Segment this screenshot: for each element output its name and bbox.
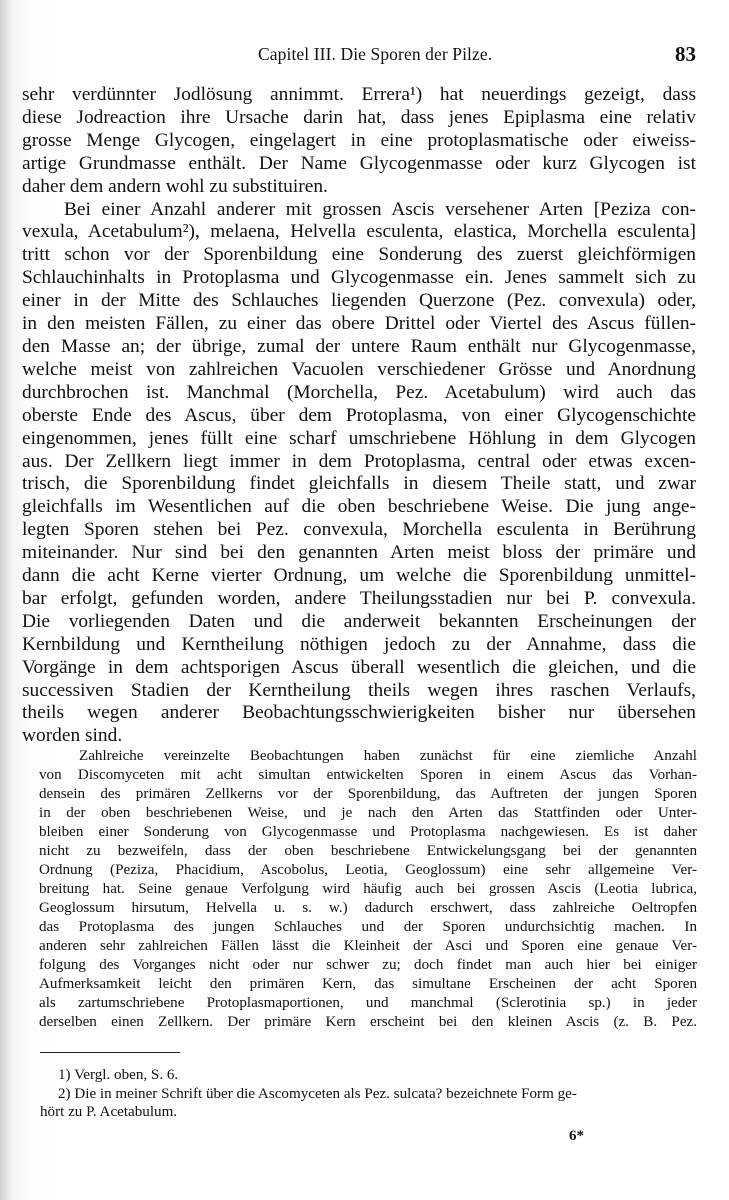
body-line: miteinander. Nur sind bei den genannten Arten meist bloss der primäre und (22, 542, 696, 564)
body-line: bar erfolgt, gefunden worden, andere Theilungsstadien nur bei P. convexula. (22, 587, 696, 609)
body-line: Bei einer Anzahl anderer mit grossen Ascis versehener Arten [Peziza con- (64, 198, 696, 220)
body-line: eingenommen, jenes füllt eine scharf umschriebene Höhlung in dem Glycogen (22, 427, 696, 449)
note-line: anderen sehr zahlreichen Fällen lässt die Kleinheit der Asci und Sporen eine genaue Ver- (39, 938, 697, 954)
body-line: diese Jodreaction ihre Ursache darin hat, dass jenes Epiplasma eine relativ (22, 106, 696, 128)
body-line: Vorgänge in dem achtsporigen Ascus überall wesentlich die gleichen, und die (22, 656, 696, 678)
main-body-text (22, 84, 696, 748)
page-number: 83 (675, 42, 696, 66)
note-line: als zartumschriebene Protoplasmaportionen, und manchmal (Sclerotinia sp.) in jeder (39, 995, 697, 1011)
note-line: Aufmerksamkeit leicht den primären Kern, das simultane Erscheinen der acht Sporen (39, 976, 697, 992)
body-line: tritt schon vor der Sporenbildung eine Sonderung des zuerst gleichförmigen (22, 244, 696, 266)
body-line: welche meist von zahlreichen Vacuolen verschiedener Grösse und Anordnung (22, 358, 696, 380)
note-line: breitung hat. Seine genaue Verfolgung wird häufig auch bei grossen Ascis (Leotia lubrica, (39, 881, 697, 897)
note-line: in der oben beschriebenen Weise, und je nach den Arten das Stattfinden oder Unter- (39, 805, 697, 821)
note-line: von Discomyceten mit acht simultan entwickelten Sporen in einem Ascus das Vorhan- (39, 767, 697, 783)
body-line: aus. Der Zellkern liegt immer in dem Protoplasma, central oder etwas excen- (22, 450, 696, 472)
footnotes (40, 1066, 696, 1122)
body-line: Die vorliegenden Daten und die anderweit bekannten Erscheinungen der (22, 610, 696, 632)
footnote-line: 2) Die in meiner Schrift über die Ascomyceten als Pez. sulcata? bezeichnete Form ge- (58, 1085, 577, 1102)
body-line: den Masse an; der übrige, zumal der untere Raum enthält nur Glycogenmasse, (22, 335, 696, 357)
footnote-line: 1) Vergl. oben, S. 6. (58, 1067, 179, 1083)
body-line: grosse Menge Glycogen, eingelagert in eine protoplasmatische oder eiweiss- (22, 129, 696, 151)
small-print-note (39, 747, 697, 1032)
body-line: Schlauchinhalts in Protoplasma und Glycogenmasse ein. Jenes sammelt sich zu (22, 267, 696, 289)
footnote-line: hört zu P. Acetabulum. (40, 1104, 178, 1120)
body-line: vexula, Acetabulum²), melaena, Helvella esculenta, elastica, Morchella esculenta] (22, 221, 696, 243)
body-line: gleichfalls im Wesentlichen auf die oben beschriebene Weise. Die jung ange- (22, 496, 696, 518)
footnote-divider (40, 1052, 180, 1053)
signature-mark: 6* (569, 1128, 584, 1144)
body-line: artige Grundmasse enthält. Der Name Glycogenmasse oder kurz Glycogen ist (22, 152, 696, 174)
running-head: Capitel III. Die Sporen der Pilze. (258, 44, 493, 64)
note-line: bleiben einer Sonderung von Glycogenmasse und Protoplasma nachgewiesen. Es ist daher (39, 824, 697, 840)
note-line: Ordnung (Peziza, Phacidium, Ascobolus, Leotia, Geoglossum) eine sehr allgemeine Ver- (39, 862, 697, 878)
body-line: successiven Stadien der Kerntheilung theils wegen ihres raschen Verlaufs, (22, 679, 696, 701)
body-line: legten Sporen stehen bei Pez. convexula, Morchella esculenta in Berührung (22, 519, 696, 541)
note-line: Geoglossum hirsutum, Helvella u. s. w.) dadurch erschwert, dass zahlreiche Oeltropfen (39, 900, 697, 916)
body-line: durchbrochen ist. Manchmal (Morchella, Pez. Acetabulum) wird auch das (22, 381, 696, 403)
body-line: einer in der Mitte des Schlauches liegenden Querzone (Pez. convexula) oder, (22, 290, 696, 312)
body-line: oberste Ende des Ascus, über dem Protoplasma, von einer Glycogenschichte (22, 404, 696, 426)
note-line: densein des primären Zellkerns vor der Sporenbildung, das Auftreten der jungen Sporen (39, 786, 697, 802)
body-line: in den meisten Fällen, zu einer das obere Drittel oder Viertel des Ascus füllen- (22, 313, 696, 335)
body-line: worden sind. (22, 725, 123, 747)
note-line: Zahlreiche vereinzelte Beobachtungen haben zunächst für eine ziemliche Anzahl (79, 748, 697, 764)
note-line: folgung des Vorganges nicht oder nur schwer zu; doch findet man auch hier bei einiger (39, 957, 697, 973)
note-line: derselben einen Zellkern. Der primäre Kern erscheint bei den kleinen Ascis (z. B. Pez. (39, 1014, 697, 1030)
body-line: daher dem andern wohl zu substituiren. (22, 175, 328, 197)
note-line: nicht zu bezweifeln, dass der oben beschriebene Entwickelungsgang bei der genannten (39, 843, 697, 859)
note-line: das Protoplasma des jungen Schlauches und der Sporen undurchsichtig machen. In (39, 919, 697, 935)
page-header (22, 42, 696, 68)
body-line: theils wegen anderer Beobachtungsschwierigkeiten bisher nur übersehen (22, 702, 696, 724)
body-line: Kernbildung und Kerntheilung nöthigen jedoch zu der Annahme, dass die (22, 633, 696, 655)
body-line: dann die acht Kerne vierter Ordnung, um welche die Sporenbildung unmittel- (22, 565, 696, 587)
body-line: trisch, die Sporenbildung findet gleichfalls in diesem Theile statt, und zwar (22, 473, 696, 495)
body-line: sehr verdünnter Jodlösung annimmt. Errera¹) hat neuerdings gezeigt, dass (22, 84, 696, 105)
